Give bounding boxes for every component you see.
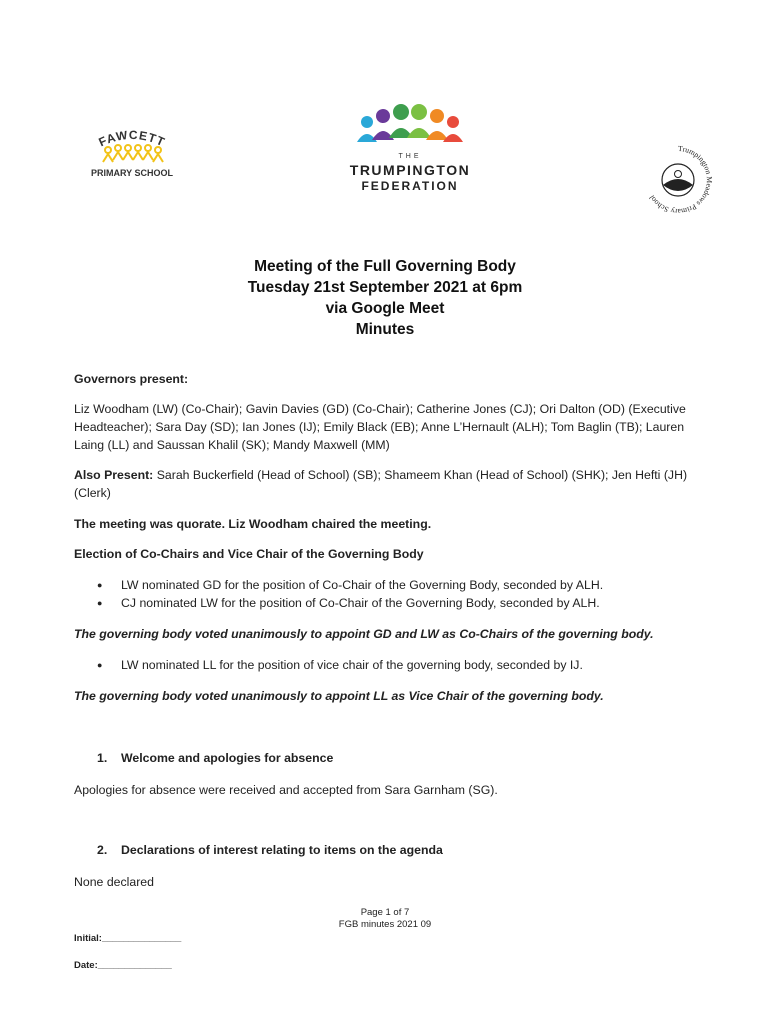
fawcett-sub: PRIMARY SCHOOL — [90, 168, 174, 178]
title-line-4: Minutes — [355, 321, 415, 338]
resolution-co-chairs: The governing body voted unanimously to appoint GD and LW as Co-Chairs of the governing body. — [74, 627, 654, 641]
quorate-note: The meeting was quorate. Liz Woodham chaired the meeting. — [74, 517, 432, 531]
meeting-title — [0, 256, 770, 340]
people-icon — [345, 100, 475, 146]
resolution-vice-chair: The governing body voted unanimously to appoint LL as Vice Chair of the governing body. — [74, 689, 604, 703]
also-present — [74, 466, 702, 502]
election-heading: Election of Co-Chairs and Vice Chair of the Governing Body — [74, 547, 424, 561]
title-line-1: Meeting of the Full Governing Body — [254, 258, 516, 275]
initial-field: Initial:_______________ — [74, 933, 182, 944]
agenda-item-1-title: Welcome and apologies for absence — [121, 751, 334, 765]
also-present-text: Sarah Buckerfield (Head of School) (SB); Shameem Khan (Head of School) (SHK); Jen Hefti (JH) (Clerk) — [74, 468, 688, 500]
governors-label: Governors present: — [74, 372, 189, 386]
page-number: Page 1 of 7 — [360, 907, 410, 918]
trumpington-name: TRUMPINGTON — [349, 162, 471, 178]
page-footer — [0, 907, 770, 931]
fawcett-logo — [84, 128, 180, 184]
trumpington-logo — [330, 100, 490, 200]
trumpington-the: THE — [398, 153, 422, 160]
election-bullets-1 — [74, 576, 702, 612]
agenda-item-2-title: Declarations of interest relating to items on the agenda — [121, 843, 443, 857]
meadows-text: Trumpington eadows Primary School — [647, 145, 713, 215]
agenda-item-1-number: 1. — [97, 751, 108, 765]
list-item: ● LW nominated GD for the position of Co-Chair of the Governing Body, seconded by ALH. — [97, 576, 702, 594]
agenda-item-1-heading — [74, 749, 702, 767]
document-ref: FGB minutes 2021 09 — [338, 919, 432, 930]
title-line-3: via Google Meet — [325, 300, 445, 317]
governors-list: Liz Woodham (LW) (Co-Chair); Gavin Davies (GD) (Co-Chair); Catherine Jones (CJ); Ori Dalton (OD) (Executive Headteacher); Sara Day (SD); Ian Jones (IJ); Emily Black (EB); Anne L’Hernault (ALH); Tom Baglin (TB); Lauren Laing (LL) and Saussan Khalil (SK); Mandy Maxwell (MM) — [74, 402, 686, 452]
fawcett-name: FAWCETT — [96, 128, 168, 150]
list-item: ● CJ nominated LW for the position of Co-Chair of the Governing Body, seconded by ALH. — [97, 594, 702, 612]
minutes-body — [74, 370, 702, 891]
agenda-item-2-text: None declared — [74, 875, 154, 889]
agenda-item-2-heading — [74, 841, 702, 859]
agenda-item-2-number: 2. — [97, 843, 108, 857]
agenda-item-1-text: Apologies for absence were received and accepted from Sara Garnham (SG). — [74, 783, 498, 797]
also-present-label: Also Present: — [74, 468, 154, 482]
election-bullets-2 — [74, 656, 702, 674]
meadows-logo — [643, 145, 713, 215]
date-field: Date:______________ — [74, 960, 172, 971]
trumpington-federation: FEDERATION — [361, 179, 459, 193]
title-line-2: Tuesday 21st September 2021 at 6pm — [247, 279, 523, 296]
list-item: ● LW nominated LL for the position of vice chair of the governing body, seconded by IJ. — [97, 656, 702, 674]
